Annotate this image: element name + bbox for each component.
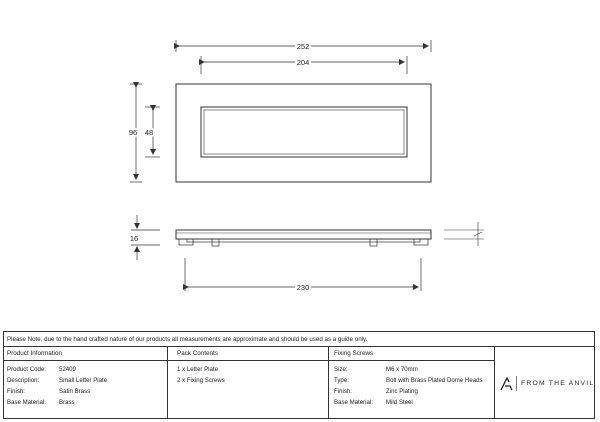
dim-depth-label: 16 bbox=[129, 234, 139, 243]
header-divider bbox=[3, 360, 495, 361]
base-material-label: Base Material: bbox=[7, 399, 46, 406]
side-screw-boss-left bbox=[212, 239, 219, 246]
screw-type-value: Bolt with Brass Plated Dome Heads bbox=[386, 377, 483, 384]
screw-finish-label: Finish: bbox=[334, 388, 352, 395]
dim-side-detail bbox=[444, 222, 484, 246]
screw-size-value: M6 x 70mm bbox=[386, 366, 418, 373]
brand-name: FROM THE ANVIL bbox=[521, 380, 595, 387]
dim-aperture-height-label: 48 bbox=[144, 128, 154, 137]
screw-material-label: Base Material: bbox=[334, 399, 373, 406]
pack-contents-header: Pack Contents bbox=[177, 350, 218, 357]
dim-overall-height-label: 96 bbox=[128, 128, 138, 137]
pack-item: 1 x Letter Plate bbox=[177, 366, 218, 373]
anvil-logo-icon bbox=[499, 377, 515, 391]
screw-finish-value: Zinc Plating bbox=[386, 388, 418, 395]
side-view bbox=[176, 230, 431, 246]
column-divider-2 bbox=[328, 346, 329, 419]
letter-plate-aperture bbox=[201, 107, 407, 157]
letter-plate-outline bbox=[176, 84, 431, 182]
side-screw-boss-right bbox=[370, 239, 377, 246]
description-value: Small Letter Plate bbox=[59, 377, 108, 384]
base-material-value: Brass bbox=[59, 399, 75, 406]
finish-value: Satin Brass bbox=[59, 388, 91, 395]
pack-item: 2 x Fixing Screws bbox=[177, 377, 225, 384]
front-view bbox=[176, 84, 431, 182]
column-divider-3 bbox=[494, 346, 495, 419]
product-info-header: Product Information bbox=[7, 350, 62, 357]
product-code-value: 52409 bbox=[59, 366, 76, 373]
measurement-note: Please Note, due to the hand crafted nature of our products all measurements are approximate and should be used as a guide only. bbox=[7, 336, 368, 343]
info-panel-frame bbox=[3, 331, 595, 419]
product-code-label: Product Code: bbox=[7, 366, 46, 373]
dim-overall-width-label: 252 bbox=[296, 42, 310, 51]
screw-material-value: Mild Steel bbox=[386, 399, 413, 406]
dim-base-length-label: 230 bbox=[296, 283, 310, 292]
note-divider bbox=[3, 346, 595, 347]
fixing-screws-header: Fixing Screws bbox=[334, 350, 374, 357]
dim-slot-span-label: 204 bbox=[296, 58, 310, 67]
brand-separator bbox=[516, 376, 517, 391]
side-plate-body bbox=[176, 230, 431, 239]
screw-type-label: Type: bbox=[334, 377, 349, 384]
screw-size-label: Size: bbox=[334, 366, 348, 373]
column-divider-1 bbox=[167, 346, 168, 419]
letter-plate-flap-inner bbox=[204, 110, 404, 154]
description-label: Description: bbox=[7, 377, 40, 384]
finish-label: Finish: bbox=[7, 388, 25, 395]
